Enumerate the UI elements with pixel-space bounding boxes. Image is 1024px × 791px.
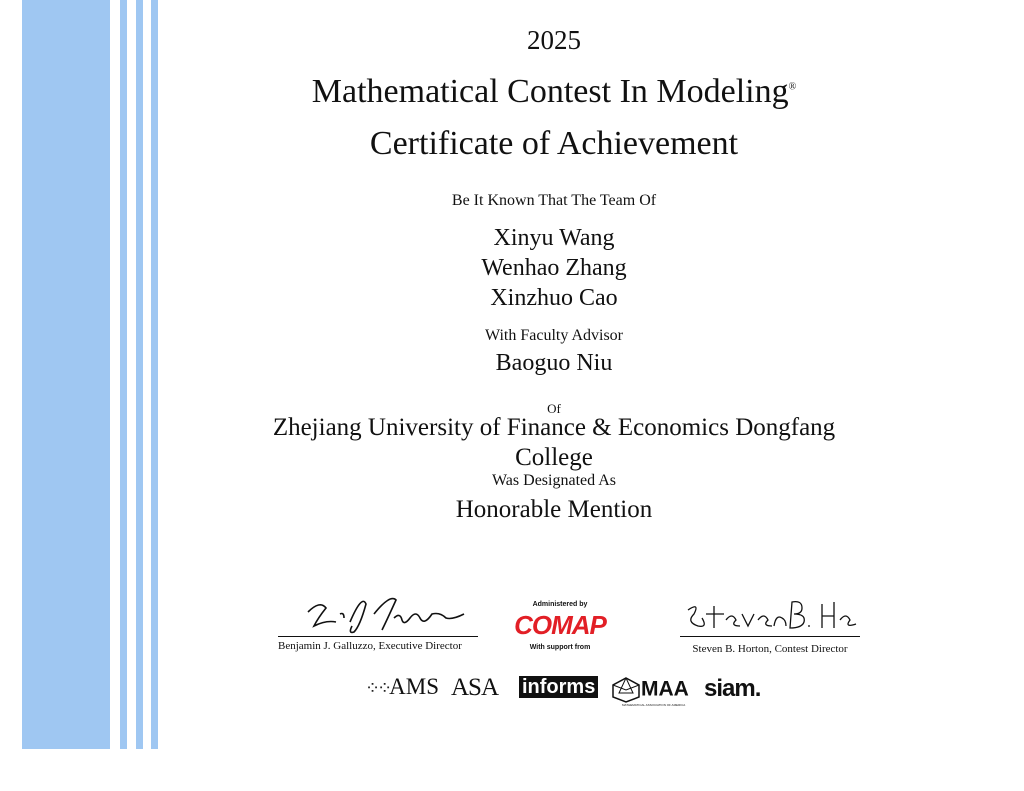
administered-by-block <box>510 601 610 651</box>
maa-logo <box>611 677 689 703</box>
informs-logo <box>519 676 598 699</box>
executive-director-signature-block <box>278 592 478 652</box>
maa-subtitle: MATHEMATICAL ASSOCIATION OF AMERICA <box>622 703 686 707</box>
team-member: Xinyu Wang <box>493 225 615 251</box>
ams-dots-icon: ⁘⁘ <box>365 678 390 698</box>
decorative-stripe <box>151 0 158 749</box>
handwritten-signature <box>278 592 478 636</box>
contest-director-signature-block <box>680 596 860 655</box>
decorative-stripe <box>136 0 143 749</box>
registered-mark: ® <box>788 81 797 93</box>
ams-logo <box>365 674 439 700</box>
certificate-subtitle: Certificate of Achievement <box>369 125 739 162</box>
comap-logo: COMAP <box>514 610 606 640</box>
asa-logo: ASA <box>451 674 499 701</box>
intro-text: Be It Known That The Team Of <box>451 192 657 209</box>
faculty-advisor: Baoguo Niu <box>495 350 613 376</box>
of-label: Of <box>547 401 561 416</box>
certificate-year: 2025 <box>527 25 581 55</box>
contest-title <box>240 73 868 111</box>
designation-label: Was Designated As <box>491 472 617 489</box>
handwritten-signature <box>680 596 860 636</box>
executive-director-name: Benjamin J. Galluzzo, Executive Director <box>278 640 462 652</box>
signature-line <box>680 636 860 637</box>
signature-line <box>278 636 478 637</box>
maa-logo-text: MAA <box>641 677 689 701</box>
support-label: With support from <box>529 644 591 651</box>
contest-director-name: Steven B. Horton, Contest Director <box>692 643 848 655</box>
maa-icosahedron-icon <box>611 677 641 703</box>
decorative-stripe <box>22 0 110 749</box>
decorative-stripe <box>120 0 127 749</box>
team-member: Wenhao Zhang <box>481 255 627 281</box>
siam-logo: siam. <box>704 675 761 702</box>
administered-by-label: Administered by <box>532 601 588 608</box>
team-member: Xinzhuo Cao <box>490 285 618 311</box>
institution-name: Zhejiang University of Finance & Economics Dongfang College <box>272 414 836 471</box>
advisor-label: With Faculty Advisor <box>484 327 623 344</box>
ams-logo-text: AMS <box>389 674 440 699</box>
contest-title-text: Mathematical Contest In Modeling <box>311 73 789 110</box>
informs-logo-text: informs <box>519 676 598 698</box>
award-designation: Honorable Mention <box>455 496 653 523</box>
